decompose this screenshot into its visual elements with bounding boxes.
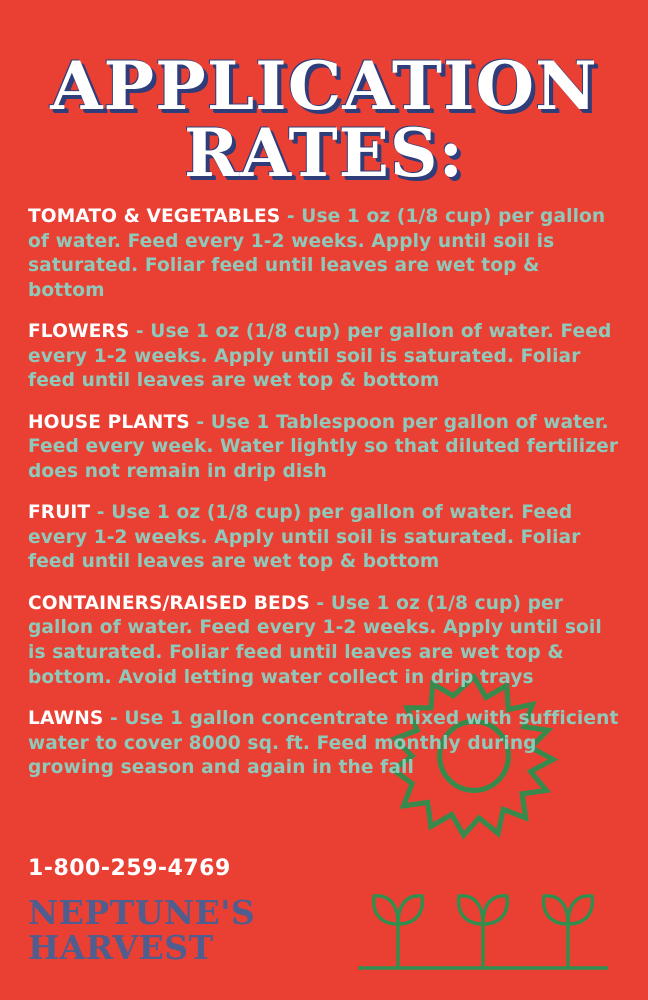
rate-instructions: Use 1 oz (1/8 cup) per gallon of water. Feed every 1-2 weeks. Apply until soil is saturated. Foliar feed until leaves are wet top & bottom. Avoid letting water collect in drip trays [28,592,602,688]
application-rates-list [28,205,620,798]
title-line-2: RATES: [184,113,464,192]
brand-logo [28,892,256,968]
rate-term: HOUSE PLANTS [28,411,190,433]
rate-instructions: Use 1 oz (1/8 cup) per gallon of water. Feed every 1-2 weeks. Apply until soil is saturated. Foliar feed until leaves are wet top & bottom [28,502,581,573]
rate-instructions: Use 1 Tablespoon per gallon of water. Feed every week. Water lightly so that diluted fertilizer does not remain in drip dish [28,411,619,482]
rate-separator: - [189,411,211,433]
brand-line-1: NEPTUNE'S [28,892,256,932]
rate-term: LAWNS [28,708,104,730]
rate-item-house-plants [28,411,620,485]
rate-separator: - [90,502,112,524]
rate-instructions: Use 1 oz (1/8 cup) per gallon of water. Feed every 1-2 weeks. Apply until soil is saturated. Foliar feed until leaves are wet top & bottom [28,321,612,392]
brand-line-2: HARVEST [28,928,214,968]
rate-item-containers-raised-beds [28,592,620,690]
rate-item-tomato-vegetables [28,205,620,303]
rate-item-lawns [28,707,620,781]
rate-term: FRUIT [28,502,91,524]
sprout-icons [358,880,608,972]
title-line-1: APPLICATION [50,47,598,125]
rate-separator: - [129,321,151,343]
rate-instructions: Use 1 oz (1/8 cup) per gallon of water. Feed every 1-2 weeks. Apply until soil is saturated. Foliar feed until leaves are wet top & bottom [28,206,606,301]
rate-term: CONTAINERS/RAISED BEDS [28,592,310,614]
rate-term: FLOWERS [28,321,130,343]
phone-number[interactable]: 1-800-259-4769 [28,855,231,881]
rate-item-fruit [28,501,620,575]
rate-separator: - [103,708,125,730]
label-footer [28,856,255,966]
rate-separator: - [280,206,302,227]
rate-instructions: Use 1 gallon concentrate mixed with sufficient water to cover 8000 sq. ft. Feed monthly during growing season and again in the fall [28,708,619,779]
rate-item-flowers [28,320,620,394]
page-title [0,47,648,192]
rate-term: TOMATO & VEGETABLES [28,206,281,227]
rate-separator: - [309,592,331,614]
